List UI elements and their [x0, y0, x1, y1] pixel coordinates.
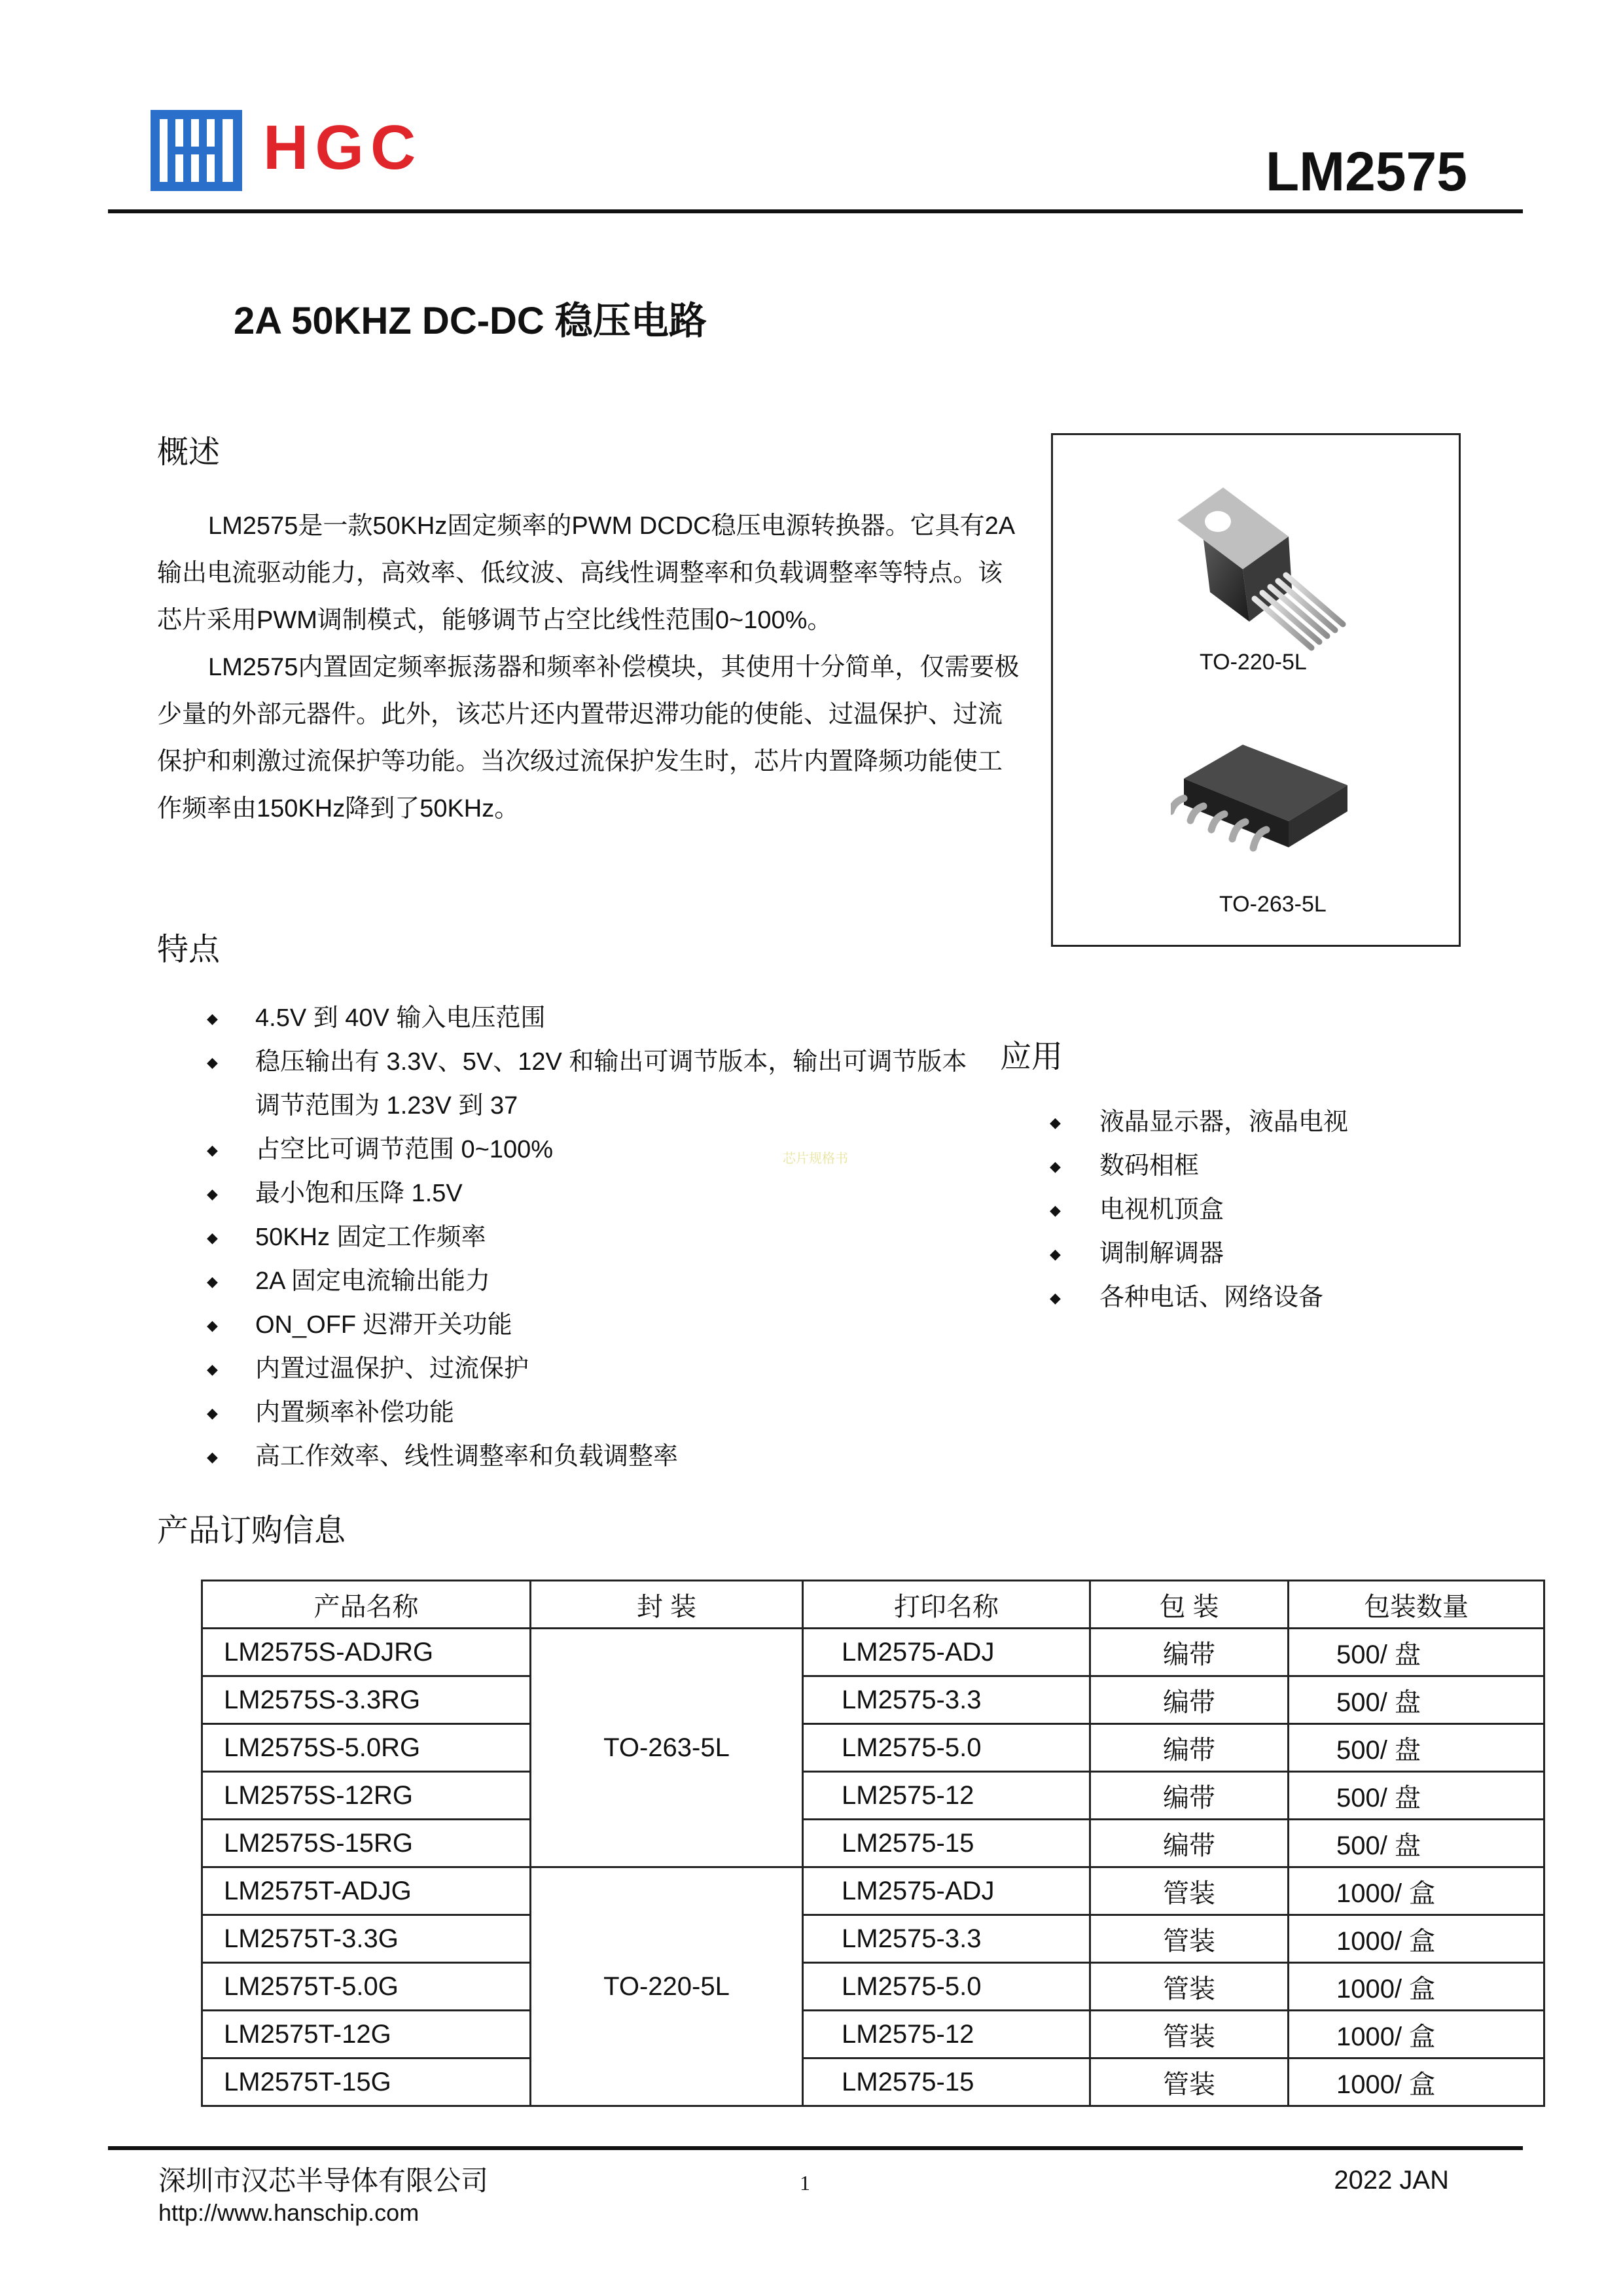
- table-row: [202, 1820, 1544, 1867]
- bullet-icon: ◆: [1050, 1158, 1061, 1174]
- marking-cell: LM2575-12: [803, 2011, 1090, 2058]
- overview-paragraph-1: LM2575是一款50KHz固定频率的PWM DCDC稳压电源转换器。它具有2A输出电流驱动能力，高效率、低纹波、高线性调整率和负载调整率等特点。该芯片采用PWM调制模式，能够调节占空比线性范围0~100%。: [157, 512, 1016, 634]
- packing-cell: 管装: [1090, 1915, 1289, 1963]
- bullet-icon: ◆: [1050, 1290, 1061, 1306]
- list-item: ◆ 高工作效率、线性调整率和负载调整率: [207, 1435, 986, 1479]
- bullet-icon: ◆: [207, 1186, 218, 1202]
- quantity-cell: 1000/ 盒: [1289, 1963, 1544, 2011]
- list-item: ◆ 内置过温保护、过流保护: [207, 1347, 986, 1391]
- package-group-cell: TO-220-5L: [531, 1867, 803, 2106]
- table-row: [202, 1676, 1544, 1724]
- brand-name: HGC: [263, 113, 423, 183]
- bullet-icon: ◆: [207, 1361, 218, 1377]
- packing-cell: 编带: [1090, 1724, 1289, 1772]
- list-item: ◆ 最小饱和压降 1.5V: [207, 1172, 986, 1216]
- packing-cell: 管装: [1090, 2011, 1289, 2058]
- quantity-cell: 1000/ 盒: [1289, 2058, 1544, 2106]
- features-list: [207, 997, 986, 1479]
- marking-cell: LM2575-3.3: [803, 1676, 1090, 1724]
- quantity-cell: 500/ 盘: [1289, 1629, 1544, 1676]
- list-item: ◆ 4.5V 到 40V 输入电压范围: [207, 997, 986, 1040]
- product-name-cell: LM2575T-ADJG: [202, 1867, 531, 1915]
- packing-cell: 编带: [1090, 1629, 1289, 1676]
- product-name-cell: LM2575T-15G: [202, 2058, 531, 2106]
- product-name-cell: LM2575S-15RG: [202, 1820, 531, 1867]
- document-title: 2A 50KHZ DC-DC 稳压电路: [234, 300, 707, 342]
- table-row: [202, 2011, 1544, 2058]
- list-item: ◆ 各种电话、网络设备: [1050, 1276, 1508, 1320]
- list-item: ◆ 液晶显示器，液晶电视: [1050, 1101, 1508, 1144]
- table-row: [202, 1963, 1544, 2011]
- list-item: ◆ 稳压输出有 3.3V、5V、12V 和输出可调节版本，输出可调节版本调节范围为 1.23V 到 37: [207, 1040, 986, 1128]
- bullet-icon: ◆: [207, 1142, 218, 1158]
- bullet-icon: ◆: [207, 1229, 218, 1246]
- page-number: 1: [800, 2171, 810, 2195]
- product-name-cell: LM2575S-5.0RG: [202, 1724, 531, 1772]
- quantity-cell: 500/ 盘: [1289, 1724, 1544, 1772]
- bullet-icon: ◆: [1050, 1246, 1061, 1262]
- quantity-cell: 1000/ 盒: [1289, 2011, 1544, 2058]
- packing-cell: 管装: [1090, 2058, 1289, 2106]
- marking-cell: LM2575-5.0: [803, 1724, 1090, 1772]
- product-name-cell: LM2575T-3.3G: [202, 1915, 531, 1963]
- marking-cell: LM2575-3.3: [803, 1915, 1090, 1963]
- col-header-package: 封 装: [531, 1581, 803, 1629]
- to220-package-icon: [1177, 474, 1374, 675]
- bullet-icon: ◆: [207, 1010, 218, 1027]
- bullet-icon: ◆: [207, 1273, 218, 1290]
- to263-label: TO-263-5L: [1219, 892, 1327, 917]
- header-divider: [108, 209, 1523, 213]
- packing-cell: 编带: [1090, 1676, 1289, 1724]
- list-item: ◆ ON_OFF 迟滞开关功能: [207, 1303, 986, 1347]
- ordering-table: [201, 1580, 1545, 2107]
- to220-label: TO-220-5L: [1200, 650, 1307, 675]
- applications-heading: 应用: [1000, 1040, 1063, 1074]
- marking-cell: LM2575-ADJ: [803, 1629, 1090, 1676]
- packing-cell: 编带: [1090, 1772, 1289, 1820]
- package-group-cell: TO-263-5L: [531, 1629, 803, 1867]
- overview-heading: 概述: [157, 435, 221, 470]
- list-item: ◆ 2A 固定电流输出能力: [207, 1260, 986, 1303]
- col-header-product-name: 产品名称: [202, 1581, 531, 1629]
- packing-cell: 编带: [1090, 1820, 1289, 1867]
- company-name: 深圳市汉芯半导体有限公司: [158, 2165, 489, 2196]
- bullet-icon: ◆: [1050, 1114, 1061, 1131]
- marking-cell: LM2575-5.0: [803, 1963, 1090, 2011]
- hgc-logo-icon: [151, 110, 242, 191]
- table-row: [202, 1629, 1544, 1676]
- list-item: ◆ 数码相框: [1050, 1144, 1508, 1188]
- marking-cell: LM2575-ADJ: [803, 1867, 1090, 1915]
- table-header-row: [202, 1581, 1544, 1629]
- list-item: ◆ 调制解调器: [1050, 1232, 1508, 1276]
- quantity-cell: 1000/ 盒: [1289, 1867, 1544, 1915]
- marking-cell: LM2575-12: [803, 1772, 1090, 1820]
- table-row: [202, 1772, 1544, 1820]
- watermark-text: 芯片规格书: [783, 1152, 848, 1166]
- list-item: ◆ 50KHz 固定工作频率: [207, 1216, 986, 1260]
- to263-package-icon: [1171, 733, 1367, 864]
- col-header-packing: 包 装: [1090, 1581, 1289, 1629]
- packing-cell: 管装: [1090, 1867, 1289, 1915]
- bullet-icon: ◆: [207, 1405, 218, 1421]
- marking-cell: LM2575-15: [803, 1820, 1090, 1867]
- quantity-cell: 500/ 盘: [1289, 1820, 1544, 1867]
- marking-cell: LM2575-15: [803, 2058, 1090, 2106]
- product-name-cell: LM2575S-ADJRG: [202, 1629, 531, 1676]
- table-row: [202, 1867, 1544, 1915]
- overview-body: [157, 503, 1021, 832]
- features-heading: 特点: [157, 932, 221, 967]
- list-item: ◆ 内置频率补偿功能: [207, 1391, 986, 1435]
- applications-list: [1050, 1101, 1508, 1320]
- list-item: ◆ 占空比可调节范围 0~100%: [207, 1128, 986, 1172]
- bullet-icon: ◆: [207, 1054, 218, 1070]
- table-row: [202, 1915, 1544, 1963]
- col-header-marking: 打印名称: [803, 1581, 1090, 1629]
- bullet-icon: ◆: [1050, 1202, 1061, 1218]
- footer-divider: [108, 2146, 1523, 2150]
- bullet-icon: ◆: [207, 1317, 218, 1333]
- quantity-cell: 500/ 盘: [1289, 1676, 1544, 1724]
- bullet-icon: ◆: [207, 1449, 218, 1465]
- quantity-cell: 500/ 盘: [1289, 1772, 1544, 1820]
- table-row: [202, 1724, 1544, 1772]
- product-name-cell: LM2575S-3.3RG: [202, 1676, 531, 1724]
- document-date: 2022 JAN: [1334, 2166, 1449, 2195]
- website-link[interactable]: http://www.hanschip.com: [158, 2199, 419, 2226]
- product-name-cell: LM2575T-12G: [202, 2011, 531, 2058]
- part-number: LM2575: [1265, 141, 1467, 202]
- quantity-cell: 1000/ 盒: [1289, 1915, 1544, 1963]
- packing-cell: 管装: [1090, 1963, 1289, 2011]
- product-name-cell: LM2575T-5.0G: [202, 1963, 531, 2011]
- package-figure-box: [1051, 433, 1461, 947]
- table-row: [202, 2058, 1544, 2106]
- product-name-cell: LM2575S-12RG: [202, 1772, 531, 1820]
- list-item: ◆ 电视机顶盒: [1050, 1188, 1508, 1232]
- overview-paragraph-2: LM2575内置固定频率振荡器和频率补偿模块，其使用十分简单，仅需要极少量的外部元器件。此外，该芯片还内置带迟滞功能的使能、过温保护、过流保护和刺激过流保护等功能。当次级过流保护发生时，芯片内置降频功能使工作频率由150KHz降到了50KHz。: [157, 654, 1020, 822]
- ordering-heading: 产品订购信息: [157, 1513, 346, 1548]
- col-header-quantity: 包装数量: [1289, 1581, 1544, 1629]
